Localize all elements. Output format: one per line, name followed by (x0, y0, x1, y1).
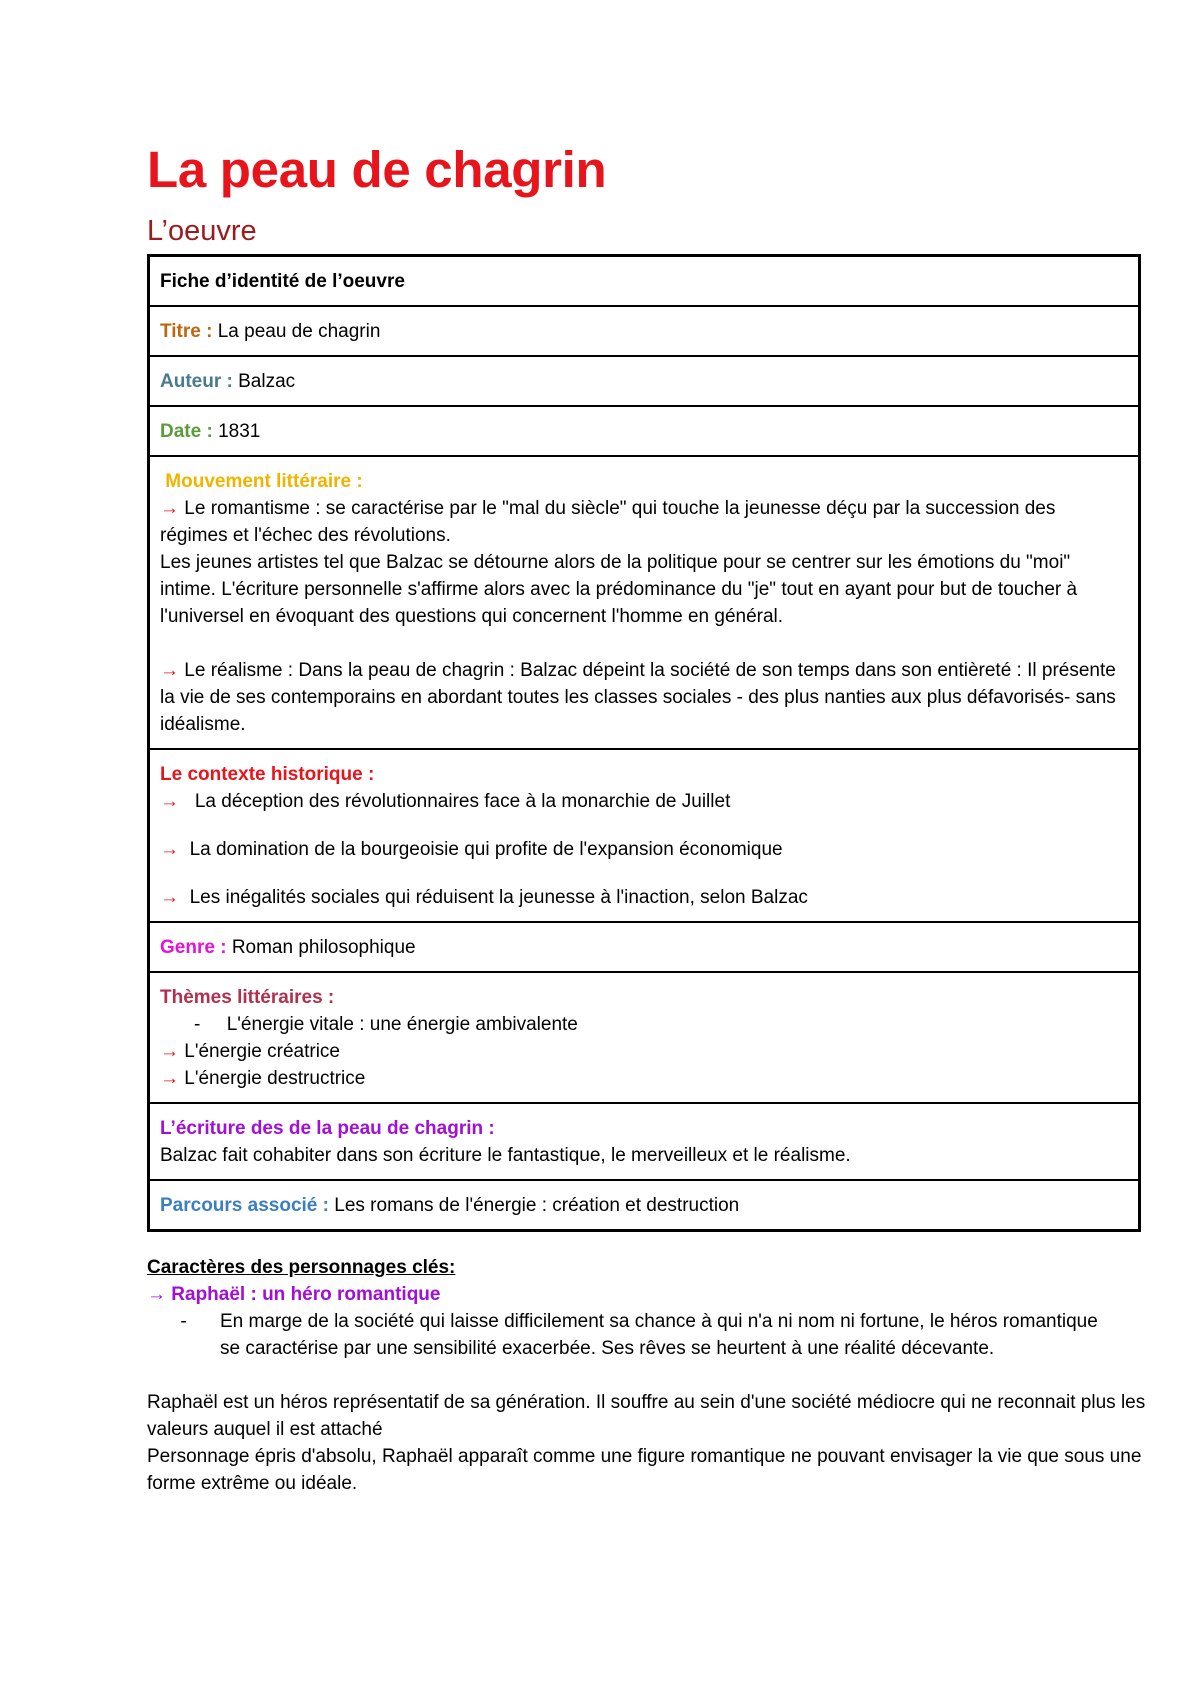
raphael-heading: Raphaël : un héro romantique (171, 1284, 441, 1305)
dash-icon: - (180, 1311, 187, 1332)
table-row (149, 749, 1140, 922)
titre-label: Titre : (160, 321, 213, 342)
contexte-item: Les inégalités sociales qui réduisent la jeunesse à l'inaction, selon Balzac (189, 887, 808, 908)
date-value: 1831 (218, 421, 261, 442)
arrow-icon: → (160, 887, 179, 908)
romantisme-text-2: Les jeunes artistes tel que Balzac se détourne alors de la politique pour se centrer sur les émotions du "moi" intime. L'écriture personnelle s'affirme alors avec la prédominance du "je" tout en ayant pour but de toucher à l'universel en évoquant des questions qui concernent l'homme en général. (160, 552, 1078, 627)
table-row (149, 306, 1140, 356)
auteur-cell (149, 356, 1140, 406)
date-label: Date : (160, 421, 213, 442)
contexte-item: La déception des révolutionnaires face à la monarchie de Juillet (194, 791, 731, 812)
identity-table (147, 254, 1141, 1232)
auteur-label: Auteur : (160, 371, 233, 392)
arrow-icon: → (160, 498, 179, 519)
themes-item: L'énergie créatrice (184, 1041, 340, 1062)
list-item (147, 1308, 1147, 1362)
genre-cell (149, 922, 1140, 972)
section-subtitle: L’oeuvre (147, 215, 257, 247)
ecriture-label: L’écriture des de la peau de chagrin : (160, 1118, 495, 1139)
arrow-icon: → (160, 1041, 179, 1062)
mouvement-cell (149, 456, 1140, 749)
arrow-icon: → (160, 1068, 179, 1089)
titre-cell (149, 306, 1140, 356)
table-row (149, 406, 1140, 456)
personnages-section (147, 1254, 1147, 1497)
ecriture-value: Balzac fait cohabiter dans son écriture le fantastique, le merveilleux et le réalisme. (160, 1145, 851, 1166)
mouvement-label: Mouvement littéraire : (165, 471, 363, 492)
parcours-label: Parcours associé : (160, 1195, 329, 1216)
parcours-cell (149, 1180, 1140, 1231)
themes-cell (149, 972, 1140, 1103)
table-row (149, 356, 1140, 406)
arrow-icon: → (160, 660, 179, 681)
realisme-text: Le réalisme : Dans la peau de chagrin : Balzac dépeint la société de son temps dans son entièreté : Il présente la vie de ses contemporains en abordant toutes les classes sociales - des plus nanties aux plus défavorisés- sans idéalisme. (160, 660, 1116, 735)
raphael-bullet: En marge de la société qui laisse difficilement sa chance à qui n'a ni nom ni fortune, le héros romantique se caractérise par une sensibilité exacerbée. Ses rêves se heurtent à une réalité décevante. (220, 1311, 1098, 1359)
themes-label: Thèmes littéraires : (160, 987, 335, 1008)
table-row (149, 456, 1140, 749)
titre-value: La peau de chagrin (217, 321, 381, 342)
contexte-cell (149, 749, 1140, 922)
date-cell (149, 406, 1140, 456)
contexte-item: La domination de la bourgeoisie qui profite de l'expansion économique (189, 839, 783, 860)
table-row (149, 1103, 1140, 1180)
document-page (147, 140, 1147, 1497)
table-row (149, 922, 1140, 972)
ecriture-cell (149, 1103, 1140, 1180)
page-title: La peau de chagrin (147, 141, 607, 198)
raphael-paragraph-2: Personnage épris d'absolu, Raphaël apparaît comme une figure romantique ne pouvant envisager la vie que sous une forme extrême ou idéale. (147, 1446, 1142, 1494)
arrow-icon: → (160, 791, 179, 812)
dash-icon: - (194, 1014, 201, 1035)
arrow-icon: → (160, 839, 179, 860)
table-row (149, 1180, 1140, 1231)
personnages-heading: Caractères des personnages clés: (147, 1257, 456, 1278)
table-header: Fiche d’identité de l’oeuvre (149, 256, 1140, 307)
table-row (149, 972, 1140, 1103)
raphael-paragraph-1: Raphaël est un héros représentatif de sa génération. Il souffre au sein d'une société médiocre qui ne reconnait plus les valeurs auquel il est attaché (147, 1392, 1146, 1440)
genre-label: Genre : (160, 937, 227, 958)
table-row (149, 256, 1140, 307)
genre-value: Roman philosophique (231, 937, 416, 958)
romantisme-text: Le romantisme : se caractérise par le "mal du siècle" qui touche la jeunesse déçu par la succession des régimes et l'échec des révolutions. (160, 498, 1056, 546)
parcours-value: Les romans de l'énergie : création et destruction (334, 1195, 740, 1216)
themes-item: L'énergie destructrice (184, 1068, 366, 1089)
themes-sub: L'énergie vitale : une énergie ambivalente (226, 1014, 578, 1035)
arrow-icon: → (147, 1284, 166, 1305)
contexte-label: Le contexte historique : (160, 764, 375, 785)
auteur-value: Balzac (238, 371, 296, 392)
